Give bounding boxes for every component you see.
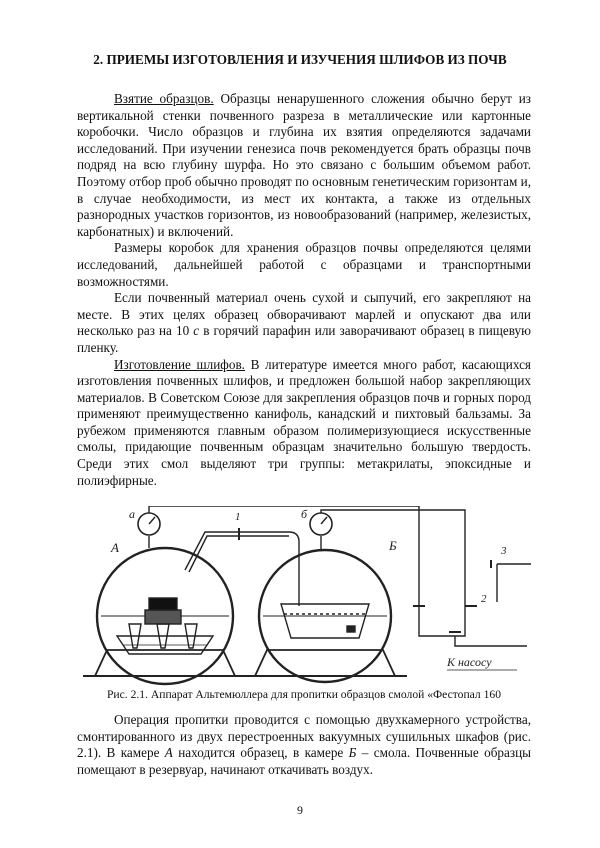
gauge-a-needle: [149, 517, 155, 524]
transfer-pipe: [185, 532, 299, 606]
valve-2-label: 2: [481, 593, 487, 605]
sections-text: В литературе имеется много работ, касающихся изготовления почвенных шлифов, и предложен большой набор закрепляющих материалов. В Советском Союзе для закрепления образцов почв и горных пород применяют преимущественно канифоль, канадский и пихтовый бальзамы. За рубежом применяются главным образом полимеризующиеся искусственные смолы, придающие почвенным образцам значительно большую твердость. Среди этих смол выделяют три группы: метакрилаты, эпоксидные и полиэфирные.: [77, 356, 531, 488]
valve-3-label: 3: [501, 545, 507, 557]
fixing-unit: с: [193, 323, 200, 339]
impregnation-text-a: Операция пропитки проводится с помощью двухкамерного устройства, смонтированного из двух перестроенных вакуумных сушильных шкафов (рис. 2.1). В камере: [77, 712, 531, 761]
figure-caption: Рис. 2.1. Аппарат Альтемюллера для пропитки образцов смолой «Фестопал 160: [106, 688, 501, 701]
section-heading: 2. ПРИЕМЫ ИЗГОТОВЛЕНИЯ И ИЗУЧЕНИЯ ШЛИФОВ ИЗ ПОЧВ: [93, 52, 507, 67]
impregnation-text-b: находится образец, в камере: [172, 745, 349, 761]
transfer-pipe-inner: [189, 536, 289, 572]
stand-b: [255, 650, 395, 676]
pump-label: К насосу: [447, 655, 492, 669]
sampling-lead: Взятие образцов.: [114, 91, 214, 106]
chamber-b-ref: Б: [348, 745, 357, 761]
text-block-upper: [77, 91, 531, 489]
impregnation-text-c: – смола. Почвенные образцы помещают в резервуар, начинают откачивать воздух.: [77, 745, 531, 777]
paragraph-fixing: [77, 290, 531, 356]
gauge-b-label: б: [301, 507, 308, 521]
chamber-b-label: Б: [389, 538, 397, 553]
chamber-a-label: А: [111, 540, 119, 555]
apparatus-diagram: [77, 506, 531, 686]
paragraph-boxes: Размеры коробок для хранения образцов почвы определяются целями исследований, дальнейшей работой с образцами и транспортными возможностями.: [77, 240, 531, 289]
gauge-b-needle: [321, 517, 327, 524]
gauge-a-label: а: [129, 507, 135, 521]
resin-valve-block: [347, 626, 355, 632]
pump-line: [455, 636, 527, 646]
sampling-text: Образцы ненарушенного сложения обычно берут из вертикальной стенки почвенного разреза в металлические или картонные коробочки. Число образцов и глубина их взятия определяются задачами исследований. При изучении генезиса почв рекомендуется брать образцы почв подряд на всю глубину шурфа. Но это связано с большим объемом работ. Поэтому отбор проб обычно проводят по основным генетическим горизонтам и, в случае необходимости, из мест их контакта, а также из отдельных разнородных участков горизонтов, из новообразований (например, железистых, карбонатных) и включений.: [77, 91, 531, 239]
paragraph-sampling: [77, 91, 531, 240]
chamber-a-ref: А: [164, 745, 173, 761]
apparatus-figure: [77, 506, 531, 686]
fixing-text-b: в горячий парафин или заворачивают образец в пищевую пленку.: [77, 323, 531, 355]
sections-lead: Изготовление шлифов.: [114, 356, 245, 372]
text-block-lower: [77, 712, 531, 778]
fixing-text-a: Если почвенный материал очень сухой и сыпучий, его закрепляют на месте. В этих целях образец обворачивают марлей и опускают два или несколько раз на 10: [77, 290, 531, 339]
paragraph-impregnation: [77, 712, 531, 778]
page-number: 9: [297, 803, 303, 817]
pump-manifold: [419, 602, 465, 636]
sample-box-a: [145, 610, 181, 624]
paragraph-sections: [77, 357, 531, 490]
resin-reservoir: [281, 604, 369, 638]
valve-1-label: 1: [235, 511, 241, 523]
sample-block-a: [149, 598, 177, 610]
vacuum-line-a: [149, 506, 419, 602]
vacuum-line-b: [321, 510, 465, 602]
